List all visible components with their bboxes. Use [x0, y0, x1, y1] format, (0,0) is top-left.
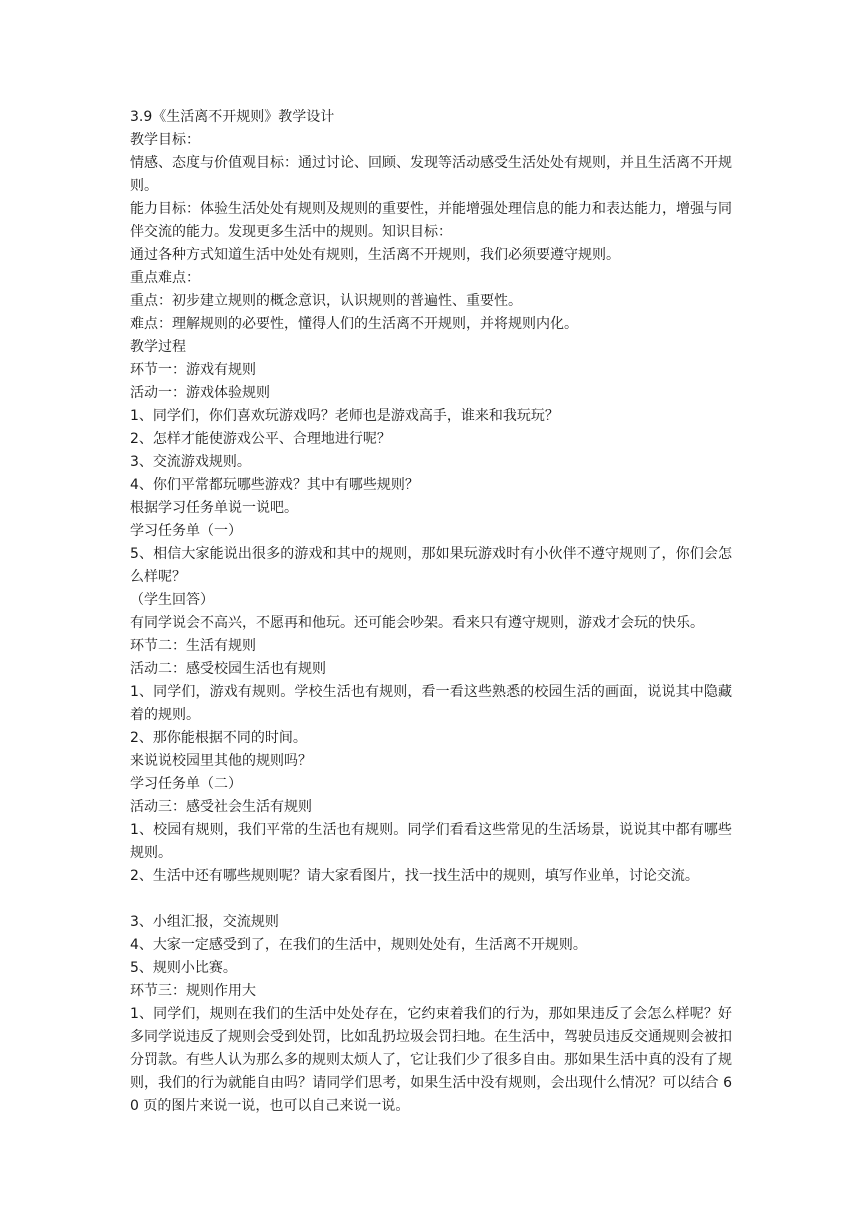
document-lines: [130, 129, 732, 1118]
text-paragraph: 5、规则小比赛。: [130, 960, 237, 976]
text-paragraph: 教学过程: [130, 339, 186, 355]
text-paragraph: 3、交流游戏规则。: [130, 454, 251, 470]
text-paragraph: 5、相信大家能说出很多的游戏和其中的规则，那如果玩游戏时有小伙伴不遵守规则了，你们会怎么样呢？: [130, 546, 732, 585]
text-paragraph: 4、大家一定感受到了，在我们的生活中，规则处处有，生活离不开规则。: [130, 937, 587, 953]
document-title: 3.9《生活离不开规则》教学设计: [130, 109, 335, 125]
text-paragraph: 能力目标：体验生活处处有规则及规则的重要性，并能增强处理信息的能力和表达能力，增强与同伴交流的能力。发现更多生活中的规则。知识目标：: [130, 201, 732, 240]
text-paragraph: 2、生活中还有哪些规则呢？请大家看图片，找一找生活中的规则，填写作业单，讨论交流。: [130, 868, 699, 884]
text-paragraph: 活动一：游戏体验规则: [130, 385, 270, 401]
text-paragraph: 根据学习任务单说一说吧。: [130, 500, 298, 516]
blank-line: [130, 888, 732, 911]
text-paragraph: 难点：理解规则的必要性，懂得人们的生活离不开规则，并将规则内化。: [130, 316, 578, 332]
text-paragraph: 重点：初步建立规则的概念意识，认识规则的普遍性、重要性。: [130, 293, 522, 309]
text-paragraph: 2、那你能根据不同的时间。: [130, 730, 307, 746]
text-paragraph: 活动二：感受校园生活也有规则: [130, 661, 326, 677]
text-paragraph: 2、怎样才能使游戏公平、合理地进行呢？: [130, 431, 391, 447]
text-paragraph: （学生回答）: [130, 592, 214, 608]
text-paragraph: 1、同学们，规则在我们的生活中处处存在，它约束着我们的行为，那如果违反了会怎么样呢？好多同学说违反了规则会受到处罚，比如乱扔垃圾会罚扫地。在生活中，驾驶员违反交通规则会被扣分罚款。有些人认为那么多的规则太烦人了，它让我们少了很多自由。那如果生活中真的没有了规则，我们的行为就能自由吗？请同学们思考，如果生活中没有规则，会出现什么情况？可以结合 60 页的图片来说一说，也可以自己来说一说。: [130, 1006, 732, 1114]
text-paragraph: 环节三：规则作用大: [130, 983, 256, 999]
text-paragraph: 学习任务单（二）: [130, 776, 242, 792]
text-paragraph: 1、校园有规则，我们平常的生活也有规则。同学们看看这些常见的生活场景，说说其中都有哪些规则。: [130, 822, 732, 861]
text-paragraph: 重点难点：: [130, 270, 200, 286]
document-body: [130, 106, 732, 1118]
text-paragraph: 环节二：生活有规则: [130, 638, 256, 654]
text-paragraph: 通过各种方式知道生活中处处有规则，生活离不开规则，我们必须要遵守规则。: [130, 247, 620, 263]
text-paragraph: 教学目标：: [130, 132, 200, 148]
text-paragraph: 3、小组汇报，交流规则: [130, 914, 279, 930]
text-paragraph: 活动三：感受社会生活有规则: [130, 799, 312, 815]
text-paragraph: 环节一：游戏有规则: [130, 362, 256, 378]
text-paragraph: 情感、态度与价值观目标：通过讨论、回顾、发现等活动感受生活处处有规则，并且生活离不开规则。: [130, 155, 732, 194]
text-paragraph: 1、同学们，你们喜欢玩游戏吗？老师也是游戏高手，谁来和我玩玩？: [130, 408, 559, 424]
text-paragraph: 1、同学们，游戏有规则。学校生活也有规则，看一看这些熟悉的校园生活的画面，说说其中隐藏着的规则。: [130, 684, 732, 723]
text-paragraph: 有同学说会不高兴，不愿再和他玩。还可能会吵架。看来只有遵守规则，游戏才会玩的快乐。: [130, 615, 704, 631]
text-paragraph: 来说说校园里其他的规则吗？: [130, 753, 312, 769]
text-paragraph: 学习任务单（一）: [130, 523, 242, 539]
text-paragraph: 4、你们平常都玩哪些游戏？其中有哪些规则？: [130, 477, 419, 493]
